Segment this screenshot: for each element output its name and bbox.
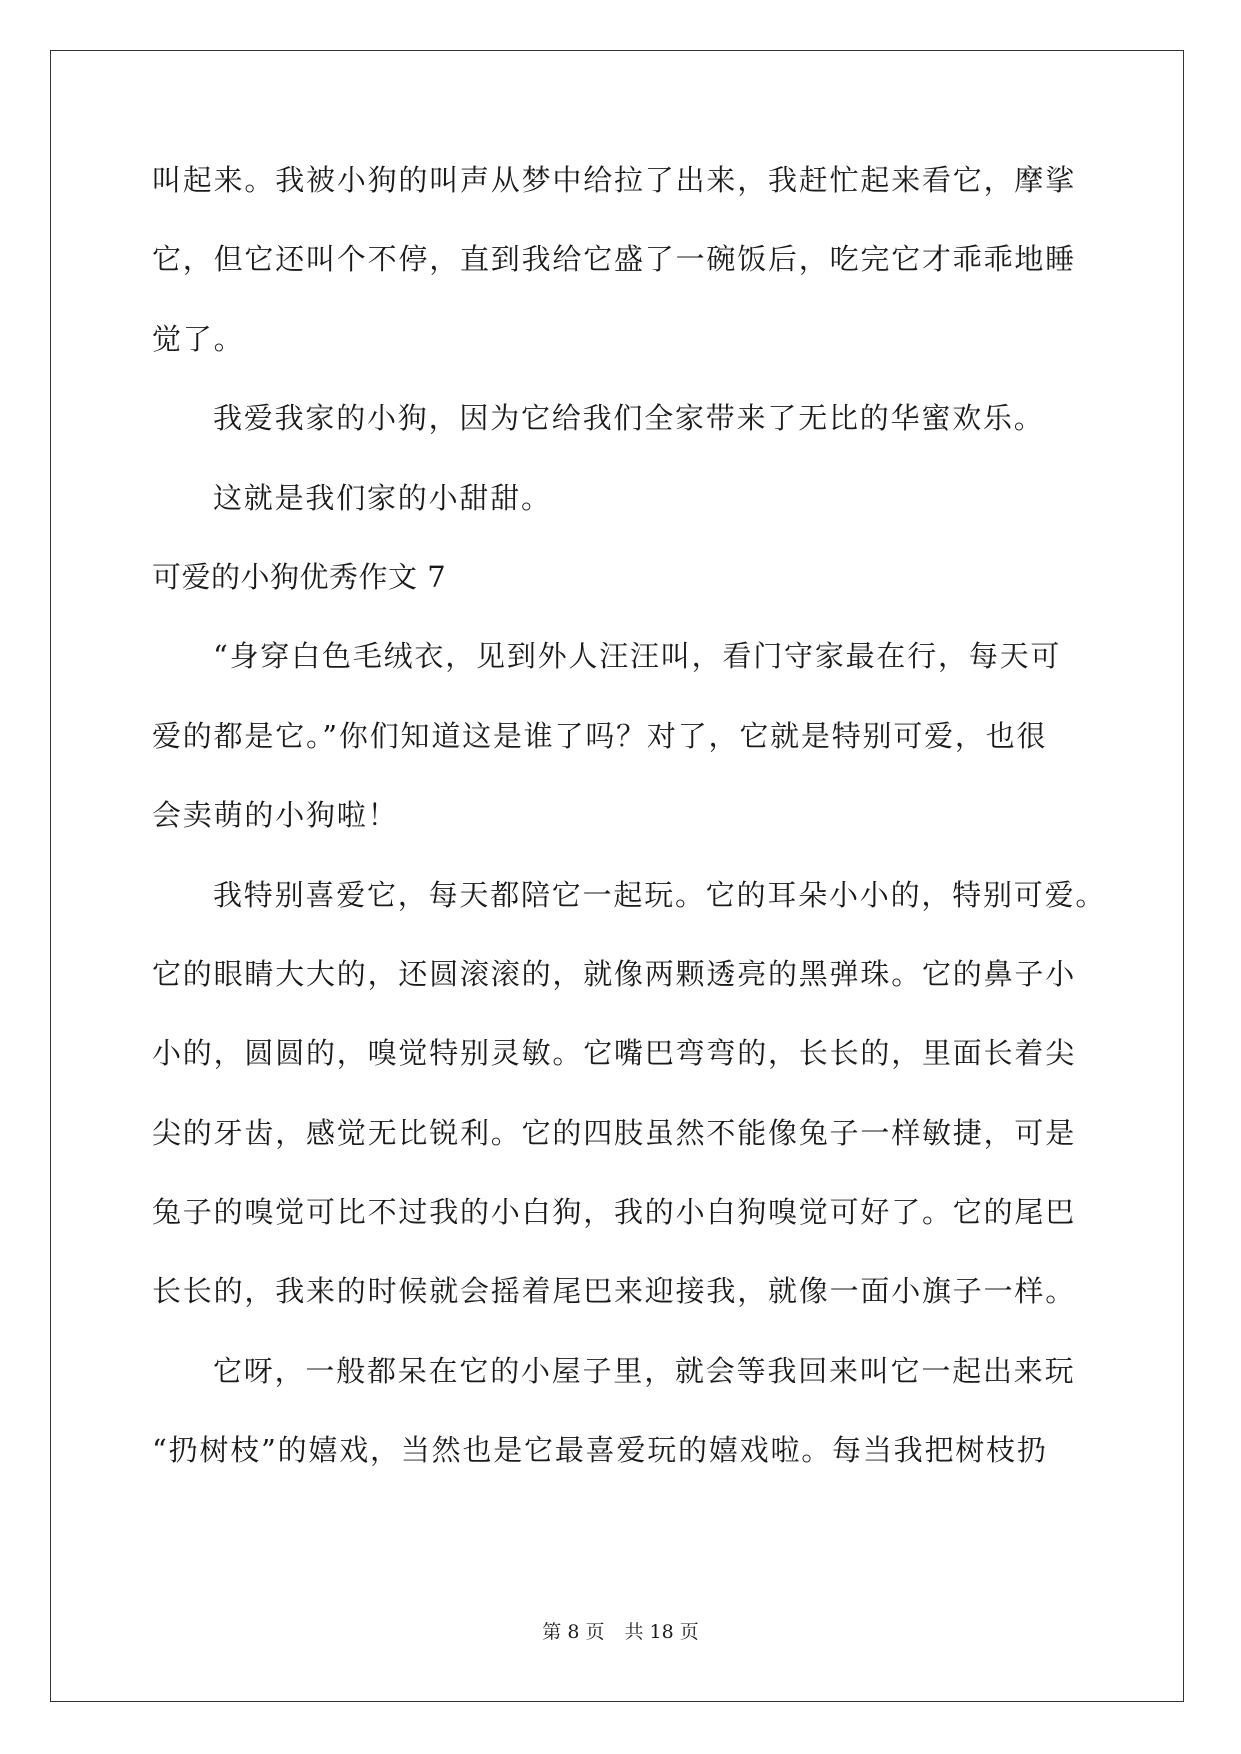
text-line-5: 这就是我们家的小甜甜。 <box>213 480 552 515</box>
text-line-9: 会卖萌的小狗啦！ <box>152 798 399 833</box>
text-line-4: 我爱我家的小狗，因为它给我们全家带来了无比的华蜜欢乐。 <box>213 401 1045 436</box>
section-heading: 可爱的小狗优秀作文 7 <box>152 559 447 594</box>
text-line-16: 它呀，一般都呆在它的小屋子里，就会等我回来叫它一起出来玩 <box>213 1353 1076 1388</box>
page-total: 共 18 页 <box>624 1621 699 1643</box>
text-line-11: 它的眼睛大大的，还圆滚滚的，就像两颗透亮的黑弹珠。它的鼻子小 <box>152 956 1077 991</box>
text-line-2: 它，但它还叫个不停，直到我给它盛了一碗饭后，吃完它才乖乖地睡 <box>152 242 1077 277</box>
text-line-8: 爱的都是它。”你们知道这是谁了吗？对了，它就是特别可爱，也很 <box>152 718 1048 753</box>
text-line-10: 我特别喜爱它，每天都陪它一起玩。它的耳朵小小的，特别可爱。 <box>213 877 1107 912</box>
text-line-13: 尖的牙齿，感觉无比锐利。它的四肢虽然不能像兔子一样敏捷，可是 <box>152 1115 1077 1150</box>
text-line-3: 觉了。 <box>152 321 245 356</box>
text-line-15: 长长的，我来的时候就会摇着尾巴来迎接我，就像一面小旗子一样。 <box>152 1274 1077 1309</box>
text-line-1: 叫起来。我被小狗的叫声从梦中给拉了出来，我赶忙起来看它，摩挲 <box>152 163 1077 197</box>
page-number: 第 8 页 <box>542 1621 605 1643</box>
text-line-7: “身穿白色毛绒衣，见到外人汪汪叫，看门守家最在行，每天可 <box>213 639 1062 674</box>
text-line-12: 小的，圆圆的，嗅觉特别灵敏。它嘴巴弯弯的，长长的，里面长着尖 <box>152 1036 1077 1071</box>
text-line-17: “扔树枝”的嬉戏，当然也是它最喜爱玩的嬉戏啦。每当我把树枝扔 <box>152 1433 1048 1468</box>
document-body <box>152 160 1107 1510</box>
text-line-14: 兔子的嗅觉可比不过我的小白狗，我的小白狗嗅觉可好了。它的尾巴 <box>152 1195 1077 1230</box>
page-footer <box>0 1620 1241 1644</box>
